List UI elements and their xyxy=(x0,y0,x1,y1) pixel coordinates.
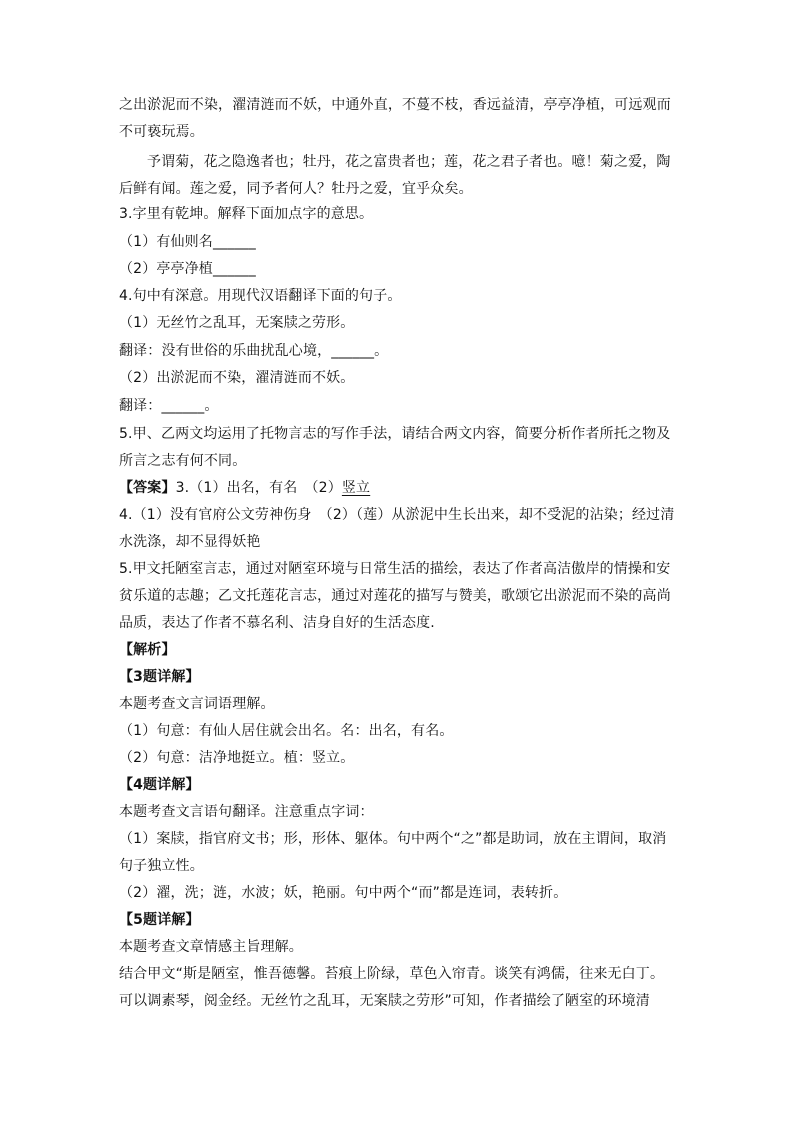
question-4-item-1: （1）无丝竹之乱耳，无案牍之劳形。 xyxy=(119,315,355,331)
answer-3-underlined: 竖立 xyxy=(341,480,371,496)
answer-label: 【答案】 xyxy=(119,480,176,496)
question-5-heading: 5.甲、乙两文均运用了托物言志的写作手法，请结合两文内容，简要分析作者所托之物及 xyxy=(119,426,671,442)
detail-4-item-1-cont: 句子独立性。 xyxy=(119,858,204,874)
answer-line-5-cont: 品质，表达了作者不慕名利、洁身自好的生活态度. xyxy=(119,615,435,631)
text-line: 予谓菊，花之隐逸者也；牡丹，花之富贵者也；莲，花之君子者也。噫！菊之爱，陶 xyxy=(147,154,671,170)
detail-5-heading: 【5题详解】 xyxy=(119,912,200,928)
answer-line-5: 5.甲文托陋室言志，通过对陋室环境与日常生活的描绘，表达了作者高洁傲岸的情操和安 xyxy=(119,561,671,577)
detail-5-intro: 本题考查文章情感主旨理解。 xyxy=(119,939,303,955)
text-line: 后鲜有闻。莲之爱，同予者何人？牡丹之爱，宜乎众矣。 xyxy=(119,181,473,197)
translation-1: 翻译：没有世俗的乐曲扰乱心境，______。 xyxy=(119,343,389,359)
answer-3-text: 3.（1）出名，有名 （2） xyxy=(175,480,342,496)
detail-4-item-1: （1）案牍，指官府文书；形，形体、躯体。句中两个“之”都是助词，放在主谓间，取消 xyxy=(119,831,667,847)
answer-line-3 xyxy=(119,478,370,498)
question-4-item-2: （2）出淤泥而不染，濯清涟而不妖。 xyxy=(119,370,355,386)
text-line: 之出淤泥而不染，濯清涟而不妖，中通外直，不蔓不枝，香远益清，亭亭净植，可远观而 xyxy=(119,97,671,113)
detail-5-text-cont: 可以调素琴，阅金经。无丝竹之乱耳，无案牍之劳形”可知，作者描绘了陋室的环境清 xyxy=(119,993,650,1009)
question-3-heading: 3.字里有乾坤。解释下面加点字的意思。 xyxy=(119,206,374,222)
analysis-heading: 【解析】 xyxy=(119,642,176,658)
detail-4-intro: 本题考查文言语句翻译。注意重点字词： xyxy=(119,804,374,820)
detail-3-item-1: （1）句意：有仙人居住就会出名。名：出名，有名。 xyxy=(119,723,454,739)
detail-3-heading: 【3题详解】 xyxy=(119,669,200,685)
detail-4-heading: 【4题详解】 xyxy=(119,777,200,793)
detail-3-intro: 本题考查文言词语理解。 xyxy=(119,696,275,712)
question-3-item-1: （1）有仙则名______ xyxy=(119,234,256,250)
question-4-heading: 4.句中有深意。用现代汉语翻译下面的句子。 xyxy=(119,288,402,304)
question-5-heading-cont: 所言之志有何不同。 xyxy=(119,453,247,469)
answer-line-5-cont: 贫乐道的志趣；乙文托莲花言志，通过对莲花的描写与赞美，歌颂它出淤泥而不染的高尚 xyxy=(119,588,671,604)
detail-4-item-2: （2）濯，洗；涟，水波；妖，艳丽。句中两个“而”都是连词，表转折。 xyxy=(119,885,568,901)
answer-line-4-cont: 水洗涤，却不显得妖艳 xyxy=(119,534,261,550)
question-3-item-2: （2）亭亭净植______ xyxy=(119,261,256,277)
text-line: 不可亵玩焉。 xyxy=(119,124,204,140)
detail-5-text: 结合甲文“斯是陋室，惟吾德馨。苔痕上阶绿，草色入帘青。谈笑有鸿儒，往来无白丁。 xyxy=(119,966,665,982)
translation-2: 翻译：______。 xyxy=(119,398,219,414)
answer-line-4: 4.（1）没有官府公文劳神伤身 （2）（莲）从淤泥中生长出来，却不受泥的沾染；经过清 xyxy=(119,507,675,523)
detail-3-item-2: （2）句意：洁净地挺立。植：竖立。 xyxy=(119,750,355,766)
